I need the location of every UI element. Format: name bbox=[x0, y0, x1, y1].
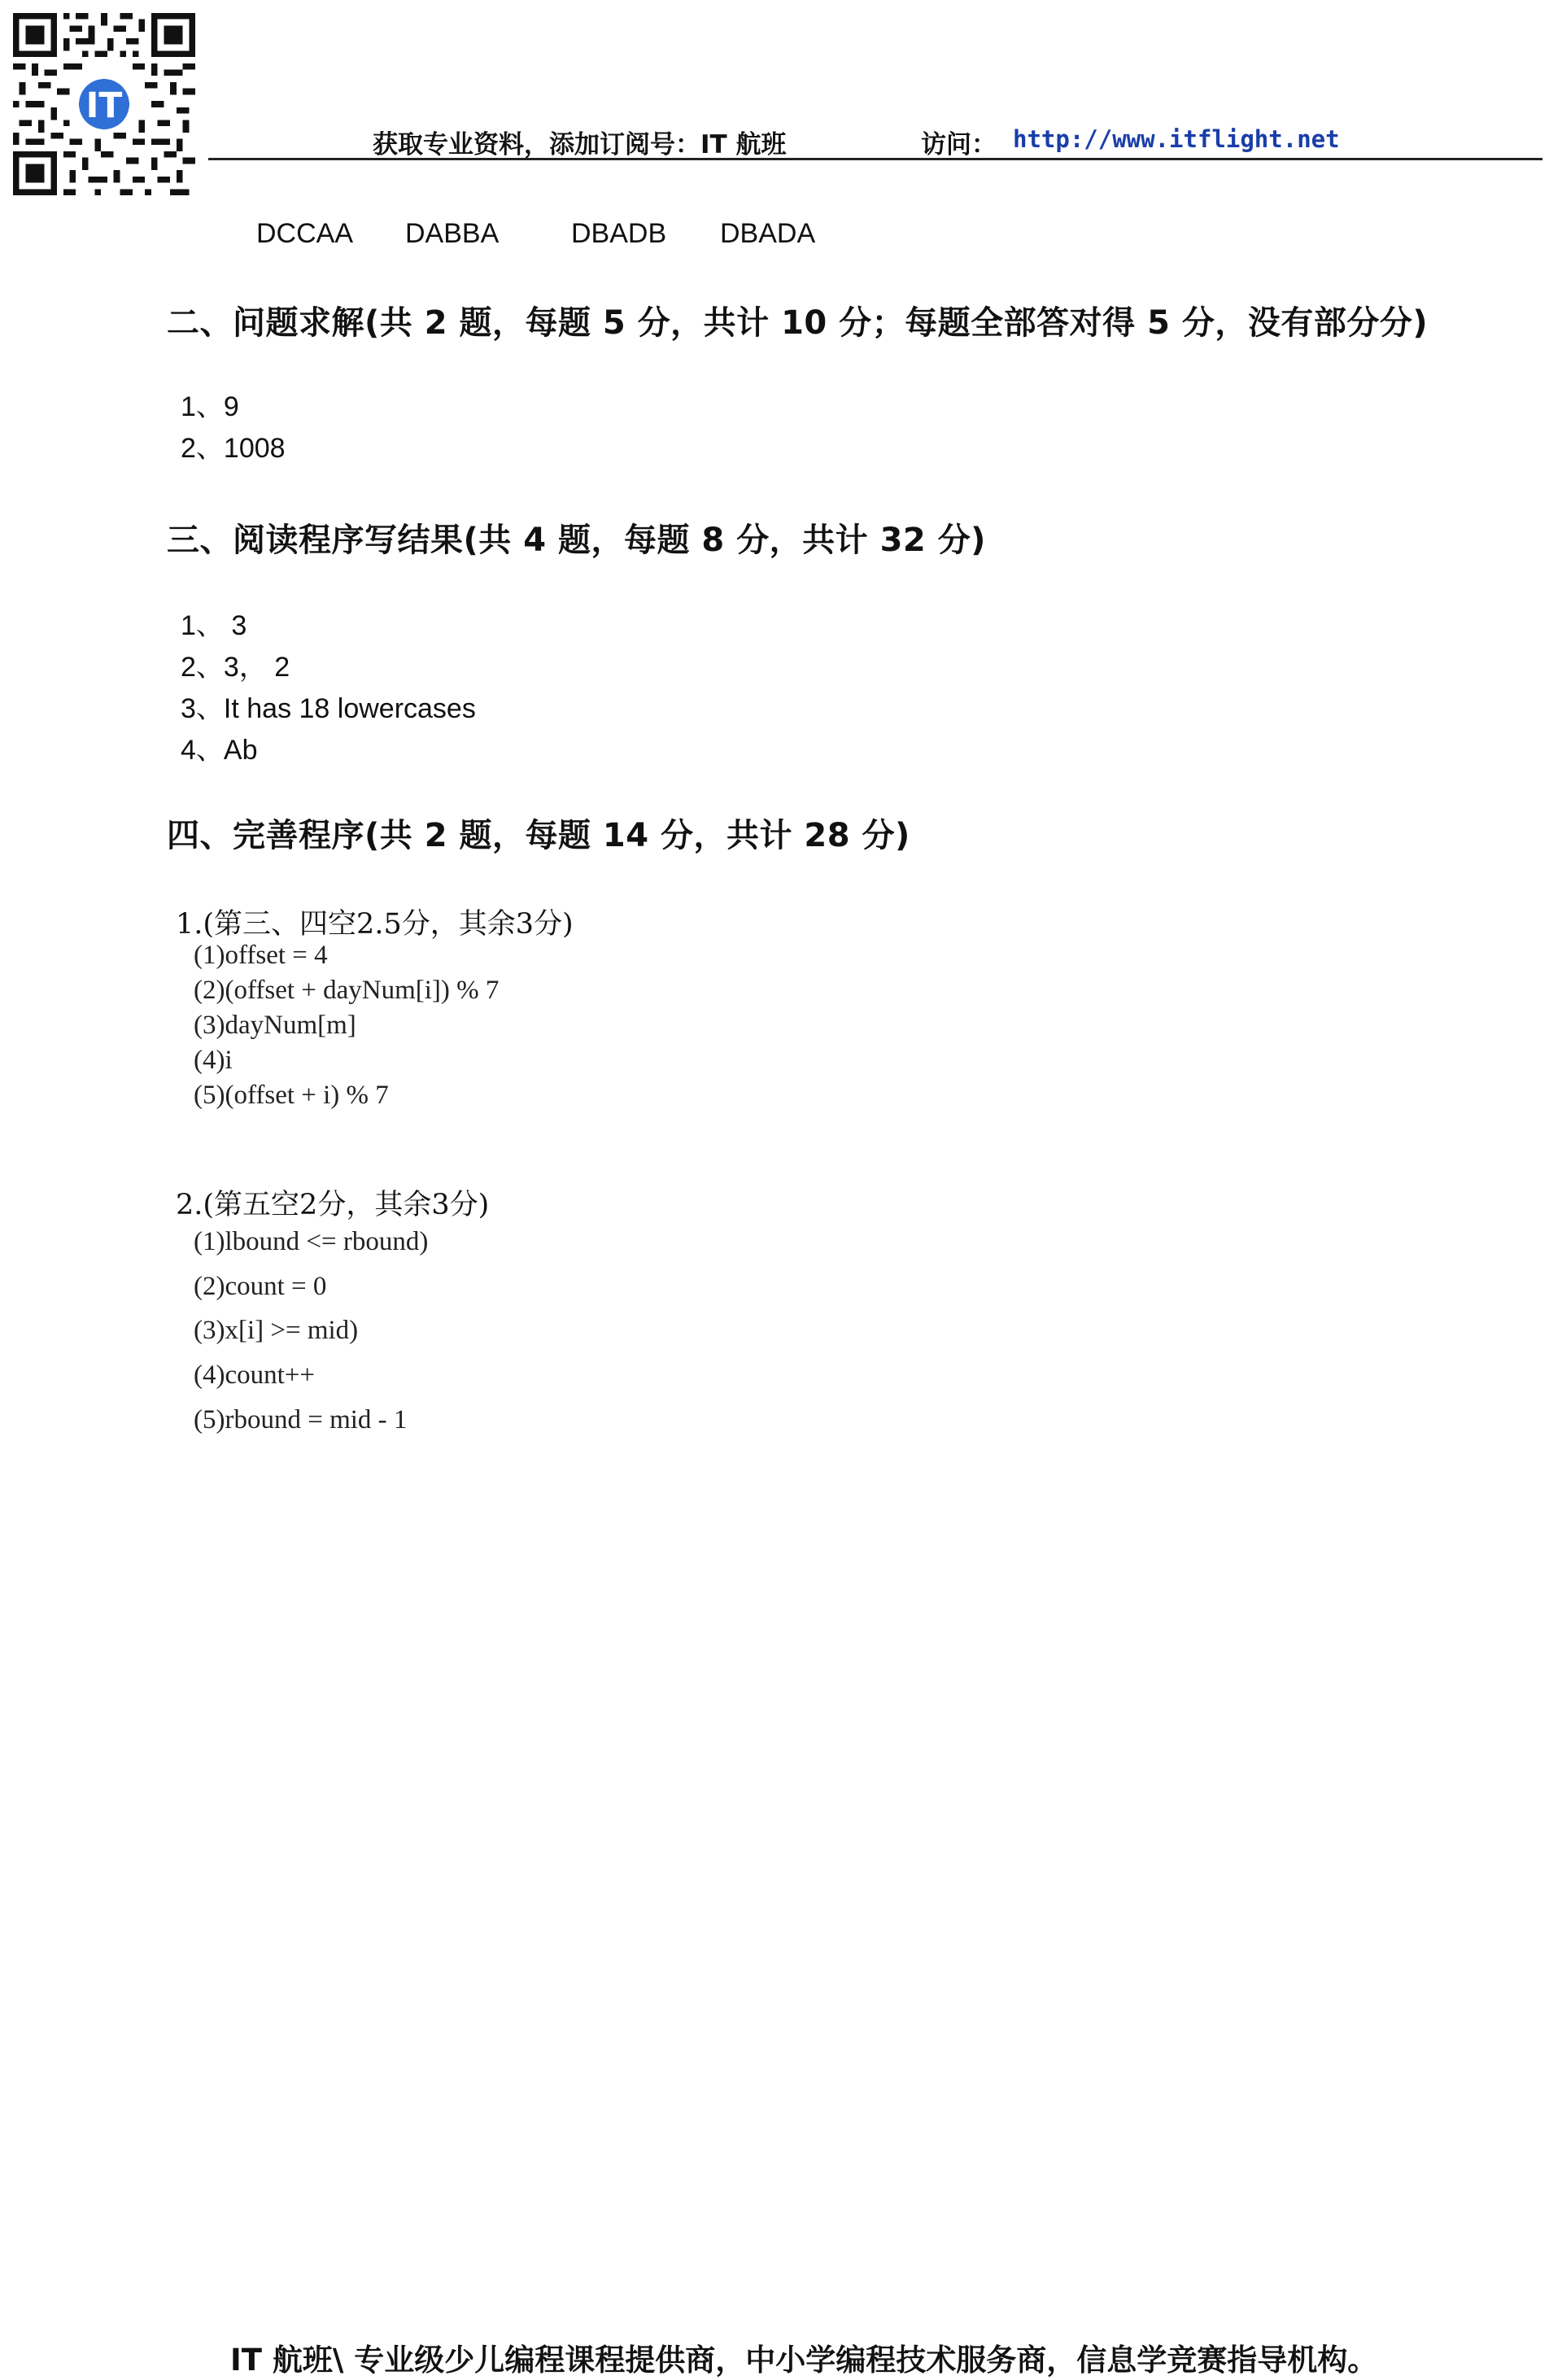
section-3-answer: 2、3， 2 bbox=[181, 652, 290, 683]
qr-code bbox=[13, 13, 195, 195]
section-4-q2-line: (1)lbound <= rbound) bbox=[194, 1227, 429, 1256]
header-divider bbox=[208, 158, 1542, 160]
section-4-q2-head: 2.(第五空2分，其余3分) bbox=[176, 1189, 490, 1221]
mc-answer-group: DBADA bbox=[720, 218, 816, 249]
mc-answer-group: DABBA bbox=[405, 218, 500, 249]
section-4-q1-head: 1.(第三、四空2.5分，其余3分) bbox=[176, 908, 574, 941]
header-subscribe-text: 获取专业资料，添加订阅号：IT 航班 bbox=[373, 130, 787, 159]
section-4-q2-line: (4)count++ bbox=[194, 1360, 316, 1390]
section-2-title: 二、问题求解(共 2 题，每题 5 分，共计 10 分；每题全部答对得 5 分，没有部分分) bbox=[167, 304, 1429, 342]
section-4-title: 四、完善程序(共 2 题，每题 14 分，共计 28 分) bbox=[167, 817, 910, 854]
section-3-title: 三、阅读程序写结果(共 4 题，每题 8 分，共计 32 分) bbox=[167, 522, 986, 559]
footer-text: IT 航班\ 专业级少儿编程课程提供商，中小学编程技术服务商，信息学竞赛指导机构。 bbox=[230, 2343, 1378, 2378]
mc-answer-group: DCCAA bbox=[256, 218, 354, 249]
section-4-q1-line: (1)offset = 4 bbox=[194, 941, 328, 970]
section-4-q1-line: (3)dayNum[m] bbox=[194, 1011, 356, 1040]
section-3-answer: 1、 3 bbox=[181, 610, 247, 641]
section-4-q2-line: (2)count = 0 bbox=[194, 1272, 327, 1301]
section-2-answer: 2、1008 bbox=[181, 433, 286, 464]
header-url-link[interactable]: http://www.itflight.net bbox=[1013, 125, 1340, 153]
section-3-answer: 3、It has 18 lowercases bbox=[181, 693, 476, 724]
section-4-q2-line: (3)x[i] >= mid) bbox=[194, 1316, 359, 1345]
section-4-q1-line: (4)i bbox=[194, 1046, 233, 1075]
section-2-answer: 1、9 bbox=[181, 391, 239, 422]
section-4-q1-line: (2)(offset + dayNum[i]) % 7 bbox=[194, 976, 500, 1005]
mc-answer-group: DBADB bbox=[571, 218, 667, 249]
section-3-answer: 4、Ab bbox=[181, 735, 258, 766]
section-4-q2-line: (5)rbound = mid - 1 bbox=[194, 1405, 408, 1435]
section-4-q1-line: (5)(offset + i) % 7 bbox=[194, 1081, 389, 1110]
qr-logo-text: IT bbox=[85, 86, 123, 127]
header-visit-label: 访问： bbox=[921, 130, 997, 159]
